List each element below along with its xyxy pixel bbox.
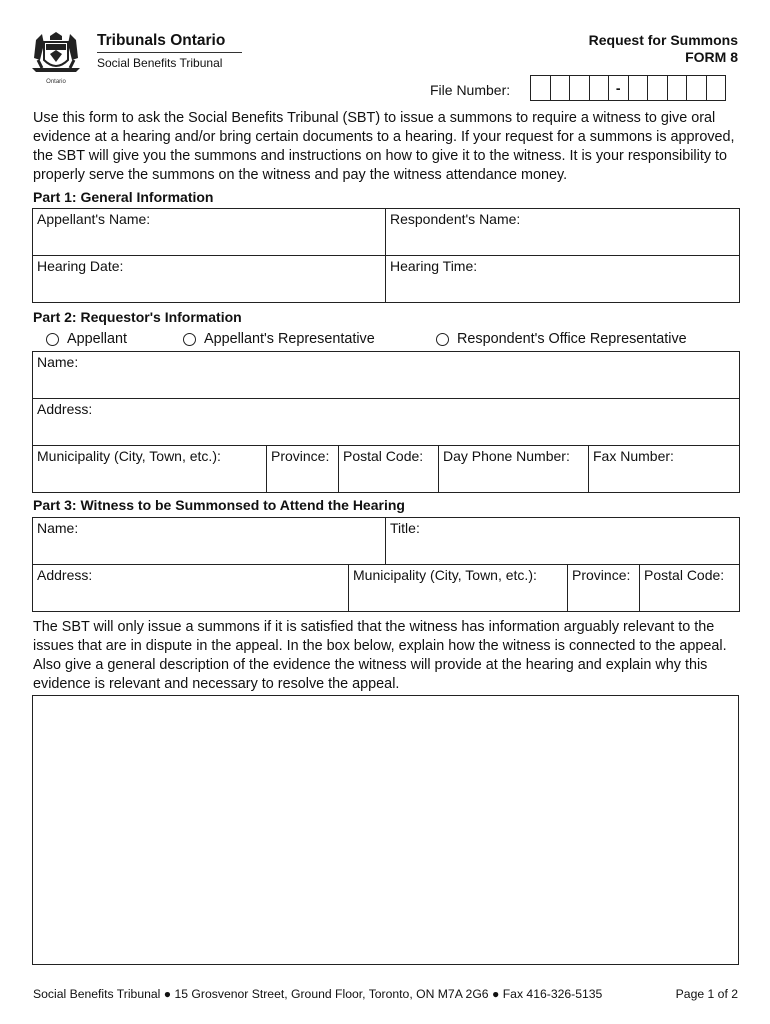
witness-postal-code-field[interactable]	[640, 565, 740, 612]
page-number: Page 1 of 2	[675, 987, 738, 1001]
footer-address: Social Benefits Tribunal ● 15 Grosvenor Street, Ground Floor, Toronto, ON M7A 2G6 ● Fax 416-326-5135	[33, 987, 603, 1001]
radio-appellant-representative[interactable]	[183, 331, 375, 347]
witness-municipality-field[interactable]	[349, 565, 568, 612]
witness-explanation-textarea[interactable]	[32, 695, 739, 965]
witness-address-label: Address:	[37, 567, 93, 583]
radio-circle-icon[interactable]	[46, 333, 59, 346]
file-number-digit-box[interactable]	[647, 75, 668, 101]
ontario-coat-of-arms-logo	[28, 30, 84, 88]
svg-text:Ontario: Ontario	[46, 79, 66, 85]
appellant-name-label: Appellant's Name:	[37, 211, 151, 227]
witness-title-field[interactable]	[386, 518, 740, 565]
requestor-postal-code-field[interactable]	[339, 446, 439, 493]
requestor-name-label: Name:	[37, 354, 79, 370]
radio-label: Appellant's Representative	[204, 331, 375, 347]
file-number-digit-box[interactable]	[530, 75, 551, 101]
form-title-block	[589, 32, 738, 66]
radio-label: Appellant	[67, 331, 128, 347]
form-number: FORM 8	[685, 49, 738, 65]
requestor-municipality-label: Municipality (City, Town, etc.):	[37, 448, 221, 464]
file-number-separator: -	[608, 75, 629, 101]
file-number-digit-box[interactable]	[667, 75, 688, 101]
radio-circle-icon[interactable]	[183, 333, 196, 346]
hearing-date-field[interactable]	[33, 256, 386, 303]
requestor-address-field[interactable]	[33, 399, 740, 446]
file-number-digit-box[interactable]	[628, 75, 649, 101]
witness-name-label: Name:	[37, 520, 79, 536]
header-divider	[97, 52, 242, 53]
witness-title-label: Title:	[390, 520, 420, 536]
witness-name-field[interactable]	[33, 518, 386, 565]
witness-province-label: Province:	[572, 567, 631, 583]
requestor-name-field[interactable]	[33, 352, 740, 399]
hearing-time-field[interactable]	[386, 256, 740, 303]
requestor-province-field[interactable]	[267, 446, 339, 493]
part2-table	[32, 351, 740, 493]
requestor-address-label: Address:	[37, 401, 93, 417]
radio-appellant[interactable]	[46, 331, 127, 347]
form-title: Request for Summons	[588, 32, 738, 48]
witness-province-field[interactable]	[568, 565, 640, 612]
requestor-day-phone-label: Day Phone Number:	[443, 448, 570, 464]
respondent-name-field[interactable]	[386, 209, 740, 256]
file-number-digit-box[interactable]	[706, 75, 727, 101]
file-number-digit-box[interactable]	[569, 75, 590, 101]
part3-heading: Part 3: Witness to be Summonsed to Attend the Hearing	[33, 497, 405, 513]
respondent-name-label: Respondent's Name:	[390, 211, 521, 227]
part2-heading: Part 2: Requestor's Information	[33, 309, 242, 325]
requestor-province-label: Province:	[271, 448, 330, 464]
requestor-postal-code-label: Postal Code:	[343, 448, 424, 464]
requestor-fax-field[interactable]	[589, 446, 740, 493]
file-number-label: File Number:	[430, 82, 511, 98]
witness-municipality-label: Municipality (City, Town, etc.):	[353, 567, 537, 583]
requestor-day-phone-field[interactable]	[439, 446, 589, 493]
file-number-digit-box[interactable]	[589, 75, 610, 101]
intro-paragraph: Use this form to ask the Social Benefits Tribunal (SBT) to issue a summons to require a witness to give oral evidence at a hearing and/or bring certain documents to a hearing. If your request for a summons is approved, the SBT will give you the summons and instructions on how to give it to the witness. It is your responsibility to properly serve the summons on the witness and pay the witness attendance money.	[33, 110, 735, 183]
tribunal-name: Social Benefits Tribunal	[97, 56, 223, 70]
file-number-field[interactable]	[531, 75, 726, 101]
requestor-municipality-field[interactable]	[33, 446, 267, 493]
radio-respondent-office-representative[interactable]	[436, 331, 687, 347]
part1-table	[32, 208, 740, 303]
witness-postal-code-label: Postal Code:	[644, 567, 725, 583]
part1-heading: Part 1: General Information	[33, 189, 214, 205]
radio-circle-icon[interactable]	[436, 333, 449, 346]
organization-name: Tribunals Ontario	[97, 32, 226, 49]
hearing-date-label: Hearing Date:	[37, 258, 124, 274]
part3-table	[32, 517, 740, 612]
radio-label: Respondent's Office Representative	[457, 331, 687, 347]
witness-address-field[interactable]	[33, 565, 349, 612]
hearing-time-label: Hearing Time:	[390, 258, 478, 274]
file-number-digit-box[interactable]	[686, 75, 707, 101]
file-number-digit-box[interactable]	[550, 75, 571, 101]
explanation-paragraph: The SBT will only issue a summons if it is satisfied that the witness has information arguably relevant to the issues that are in dispute in the appeal. In the box below, explain how the witness is connected to the appeal. Also give a general description of the evidence the witness will provide at the hearing and explain why this evidence is relevant and necessary to resolve the appeal.	[33, 619, 727, 692]
requestor-fax-label: Fax Number:	[593, 448, 674, 464]
appellant-name-field[interactable]	[33, 209, 386, 256]
